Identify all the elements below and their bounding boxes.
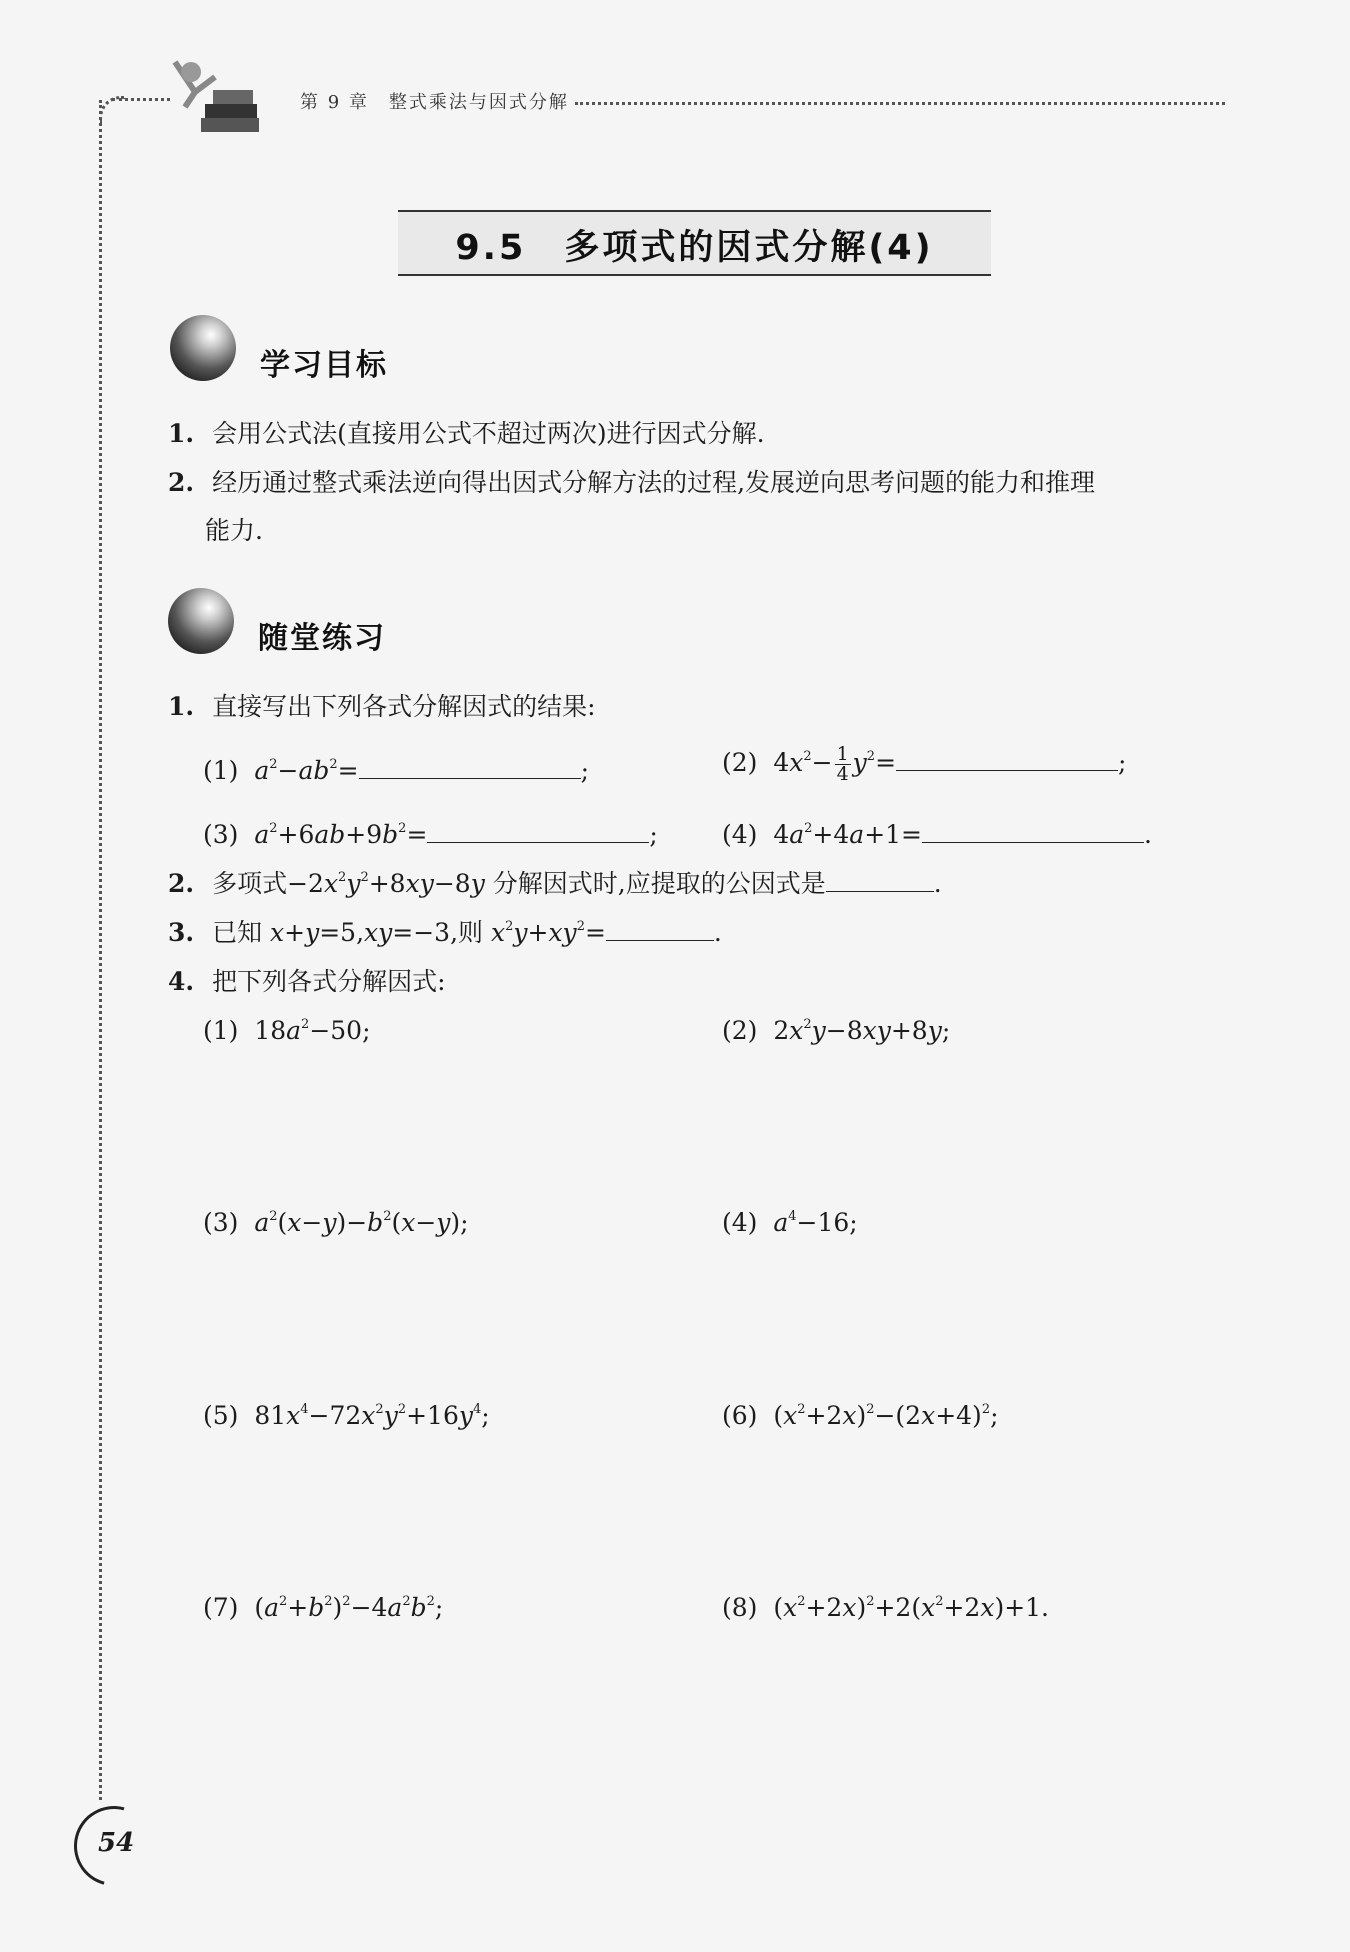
globe-icon bbox=[168, 588, 234, 654]
q4-part-5 bbox=[203, 1401, 490, 1431]
item-text: 会用公式法(直接用公式不超过两次)进行因式分解. bbox=[212, 419, 765, 448]
sphere-icon bbox=[170, 315, 236, 381]
question-1 bbox=[168, 692, 596, 722]
formula: $18a^2-50$; bbox=[246, 1016, 371, 1045]
formula: $(x^2+2x)^2-(2x+4)^2$; bbox=[765, 1401, 999, 1430]
section-title-box bbox=[398, 210, 991, 276]
books-icon bbox=[165, 52, 265, 142]
objective-item-2-cont: 能力. bbox=[205, 516, 263, 545]
objective-item-1 bbox=[168, 419, 765, 449]
q1-part-3: (3) $a^2+6ab+9b^2=$ ; bbox=[203, 820, 658, 849]
question-3: 3. 已知 x+y=5,xy=−3,则 $x^2y+xy^2=$ . bbox=[168, 918, 722, 947]
question-text-a: 多项式 bbox=[212, 869, 288, 898]
q4-part-8 bbox=[722, 1593, 1049, 1623]
part-label: (2) bbox=[722, 1016, 758, 1045]
part-label: (1) bbox=[203, 756, 239, 785]
question-4 bbox=[168, 967, 446, 997]
fraction-numerator: 1 bbox=[836, 743, 849, 765]
q1-part-1: (1) $a^2-ab^2=$ ; bbox=[203, 756, 590, 785]
part-label: (4) bbox=[722, 1208, 758, 1237]
question-text-a: 已知 bbox=[212, 918, 263, 947]
page-number: 54 bbox=[98, 1828, 135, 1858]
part-label: (6) bbox=[722, 1401, 758, 1430]
question-number: 3. bbox=[168, 918, 195, 947]
header-dotted-line-left bbox=[112, 98, 170, 101]
part-label: (1) bbox=[203, 1016, 239, 1045]
formula: $x^2y+xy^2=$ bbox=[490, 918, 606, 947]
formula: $81x^4-72x^2y^2+16y^4$; bbox=[246, 1401, 490, 1430]
q4-part-2 bbox=[722, 1016, 950, 1046]
chapter-header: 第 9 章 整式乘法与因式分解 bbox=[300, 92, 569, 113]
objective-item-2 bbox=[168, 468, 1095, 498]
margin-dotted-line bbox=[99, 100, 102, 1800]
q1-part-2: (2) $4x^2-$ $\frac{1}{4}$ $y^2=$ ; bbox=[722, 743, 1127, 785]
item-number: 1. bbox=[168, 419, 195, 448]
formula: $(x^2+2x)^2+2(x^2+2x)+1$. bbox=[765, 1593, 1050, 1622]
item-text: 经历通过整式乘法逆向得出因式分解方法的过程,发展逆向思考问题的能力和推理 bbox=[212, 468, 1096, 497]
formula: $(a^2+b^2)^2-4a^2b^2$; bbox=[246, 1593, 444, 1622]
q4-part-1 bbox=[203, 1016, 371, 1046]
q1-part-4: (4) $4a^2+4a+1=$ . bbox=[722, 820, 1152, 849]
practice-heading: 随堂练习 bbox=[258, 621, 386, 656]
question-text-b: ,则 bbox=[450, 918, 484, 947]
part-label: (3) bbox=[203, 1208, 239, 1237]
formula: $-2x^2y^2+8xy-8y$ bbox=[287, 869, 485, 898]
question-text-b: 分解因式时,应提取的公因式是 bbox=[492, 869, 826, 898]
item-number: 2. bbox=[168, 468, 195, 497]
part-label: (4) bbox=[722, 820, 758, 849]
part-label: (3) bbox=[203, 820, 239, 849]
answer-blank[interactable] bbox=[826, 869, 934, 892]
question-number: 2. bbox=[168, 869, 195, 898]
q4-part-6 bbox=[722, 1401, 999, 1431]
part-label: (2) bbox=[722, 748, 758, 777]
formula: $a^4-16$; bbox=[773, 1208, 858, 1237]
question-text: 直接写出下列各式分解因式的结果: bbox=[212, 692, 596, 721]
formula: $2x^2y-8xy+8y$; bbox=[765, 1016, 951, 1045]
part-label: (8) bbox=[722, 1593, 758, 1622]
q4-part-3 bbox=[203, 1208, 469, 1238]
question-2: 2. 多项式$-2x^2y^2+8xy-8y$ 分解因式时,应提取的公因式是 . bbox=[168, 869, 942, 898]
question-number: 4. bbox=[168, 967, 195, 996]
question-text: 把下列各式分解因式: bbox=[212, 967, 446, 996]
part-label: (7) bbox=[203, 1593, 239, 1622]
formula: $a^2-ab^2=$ bbox=[254, 756, 359, 785]
answer-blank[interactable] bbox=[359, 756, 581, 779]
answer-blank[interactable] bbox=[922, 820, 1144, 843]
q4-part-4 bbox=[722, 1208, 858, 1238]
fraction-denominator: 4 bbox=[836, 763, 849, 785]
section-title: 9.5 多项式的因式分解(4) bbox=[455, 228, 934, 268]
formula: $4x^2-$ $\frac{1}{4}$ $y^2=$ bbox=[765, 743, 897, 785]
q4-part-7 bbox=[203, 1593, 443, 1623]
answer-blank[interactable] bbox=[606, 918, 714, 941]
part-label: (5) bbox=[203, 1401, 239, 1430]
formula: $a^2+6ab+9b^2=$ bbox=[254, 820, 428, 849]
answer-blank[interactable] bbox=[896, 748, 1118, 771]
formula: $a^2(x-y)-b^2(x-y)$; bbox=[254, 1208, 469, 1237]
header-dotted-line-right bbox=[575, 102, 1225, 105]
formula: x+y=5,xy=−3 bbox=[270, 918, 451, 947]
fraction bbox=[835, 745, 851, 784]
objectives-heading: 学习目标 bbox=[260, 348, 388, 383]
question-number: 1. bbox=[168, 692, 195, 721]
answer-blank[interactable] bbox=[427, 820, 649, 843]
formula: $4a^2+4a+1=$ bbox=[765, 820, 922, 849]
